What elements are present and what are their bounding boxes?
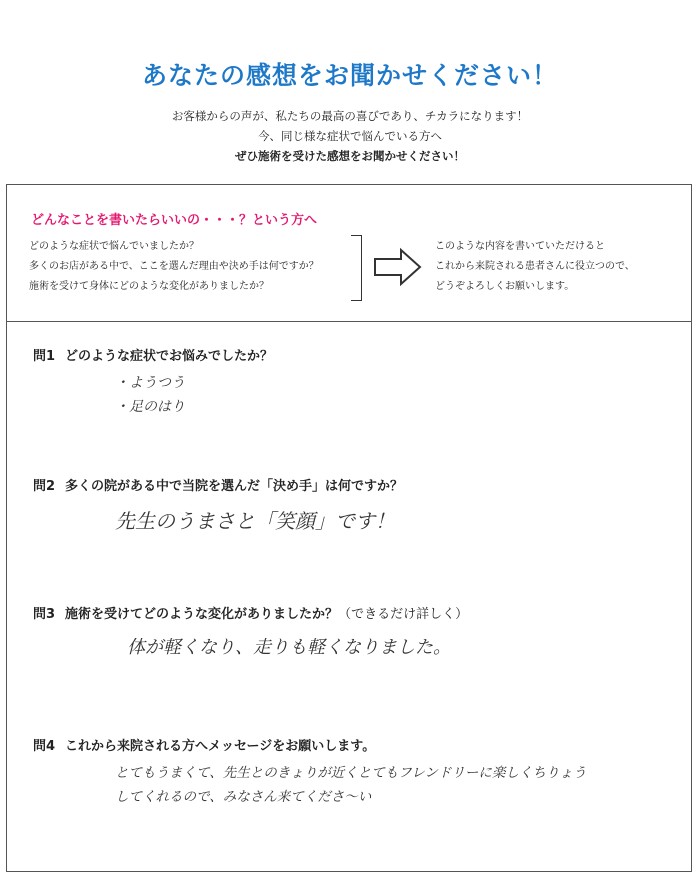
answer-line: 先生のうまさと「笑顔」です！ bbox=[115, 509, 395, 533]
question-number: 問1 bbox=[33, 349, 56, 364]
answer-4 bbox=[115, 761, 586, 809]
question-2 bbox=[33, 475, 403, 494]
question-4 bbox=[33, 735, 375, 754]
form-header bbox=[0, 56, 700, 166]
answer-2 bbox=[115, 505, 395, 534]
intro-line-1: お客様からの声が、私たちの最高の喜びであり、チカラになります！ bbox=[171, 109, 529, 123]
answer-line: とてもうまくて、先生とのきょりが近くとてもフレンドリーに楽しくちりょう bbox=[115, 765, 587, 781]
answer-line: ・ようつう bbox=[115, 375, 185, 391]
answer-line: ・足のはり bbox=[115, 399, 185, 415]
question-1 bbox=[33, 345, 273, 364]
intro-line-2: 今、同じ様な症状で悩んでいる方へ bbox=[258, 129, 442, 143]
question-text: どのような症状でお悩みでしたか？ bbox=[65, 349, 274, 364]
question-3 bbox=[33, 603, 468, 622]
question-text: 多くの院がある中で当院を選んだ「決め手」は何ですか？ bbox=[65, 479, 404, 494]
question-text: これから来院される方へメッセージをお願いします。 bbox=[65, 739, 376, 754]
answer-1 bbox=[115, 371, 185, 419]
question-note: （できるだけ詳しく） bbox=[338, 607, 469, 622]
answer-line: 体が軽くなり、走りも軽くなりました。 bbox=[127, 637, 451, 658]
guide-message-line: このような内容を書いていただけると bbox=[435, 241, 605, 252]
guide-section bbox=[7, 185, 691, 322]
answer-3 bbox=[127, 633, 451, 659]
survey-form bbox=[6, 184, 692, 872]
page-title: あなたの感想をお聞かせください！ bbox=[141, 61, 558, 90]
guide-message-line: これから来院される患者さんに役立つので、 bbox=[435, 261, 635, 272]
bracket-divider bbox=[351, 235, 362, 301]
question-number: 問2 bbox=[33, 479, 56, 494]
guide-title: どんなことを書いたらいいの・・・？という方へ bbox=[31, 213, 318, 228]
guide-question-list bbox=[29, 237, 319, 297]
question-number: 問3 bbox=[33, 607, 56, 622]
answer-line: してくれるので、みなさん来てくださ〜い bbox=[115, 789, 372, 805]
guide-question: 施術を受けて身体にどのような変化がありましたか？ bbox=[29, 281, 269, 292]
arrow-right-icon bbox=[373, 247, 423, 287]
intro-line-3: ぜひ施術を受けた感想をお聞かせください！ bbox=[235, 149, 465, 163]
guide-message-list bbox=[435, 237, 635, 297]
guide-question: どのような症状で悩んでいましたか？ bbox=[29, 241, 199, 252]
question-text: 施術を受けてどのような変化がありましたか？ bbox=[65, 607, 339, 622]
guide-message-line: どうぞよろしくお願いします。 bbox=[435, 281, 575, 292]
guide-question: 多くのお店がある中で、ここを選んだ理由や決め手は何ですか？ bbox=[29, 261, 319, 272]
question-number: 問4 bbox=[33, 739, 56, 754]
